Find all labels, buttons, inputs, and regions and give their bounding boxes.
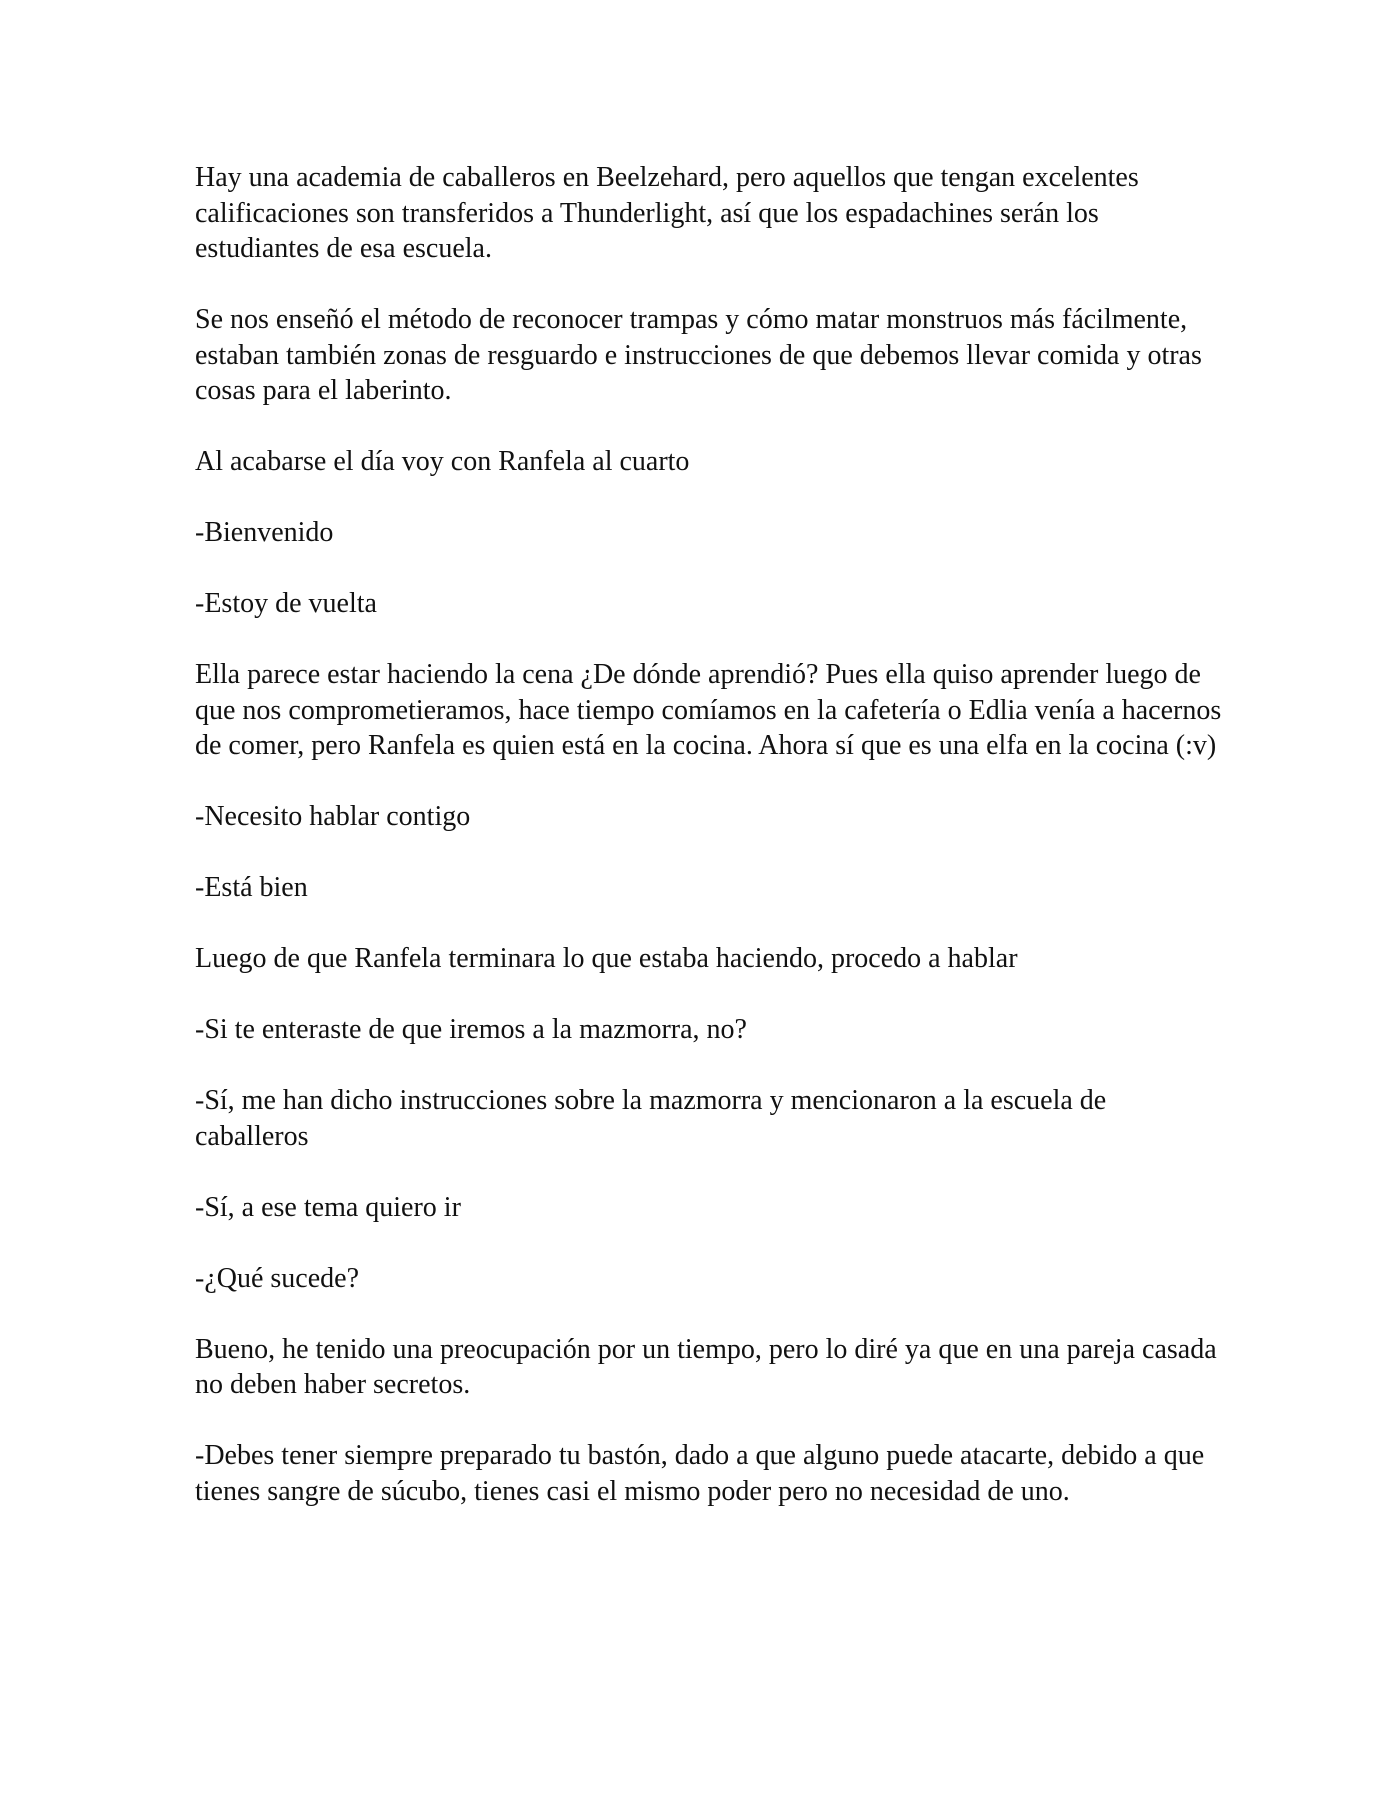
dialogue-line: -Bienvenido [195,517,334,548]
paragraph: Bueno, he tenido una preocupación por un tiempo, pero lo diré ya que en una pareja casada no deben haber secretos. [195,1333,1217,1400]
paragraph: Al acabarse el día voy con Ranfela al cuarto [195,446,690,477]
paragraph: Luego de que Ranfela terminara lo que estaba haciendo, procedo a hablar [195,943,1018,974]
dialogue-line: -Sí, a ese tema quiero ir [195,1191,461,1223]
dialogue-line: -Si te enteraste de que iremos a la mazmorra, no? [195,1014,747,1045]
dialogue-line: -Está bien [195,872,308,903]
paragraph: Ella parece estar haciendo la cena ¿De dónde aprendió? Pues ella quiso aprender luego de que nos comprometieramos, hace tiempo comíamos en la cafetería o Edlia venía a hacernos de comer, pero Ranfela es quien está en la cocina. Ahora sí que es una elfa en la cocina (:v) [195,659,1222,761]
dialogue-line: -Debes tener siempre preparado tu bastón, dado a que alguno puede atacarte, debido a que tienes sangre de súcubo, tienes casi el mismo poder pero no necesidad de uno. [195,1440,1205,1507]
paragraph: Hay una academia de caballeros en Beelzehard, pero aquellos que tengan excelentes calificaciones son transferidos a Thunderlight, así que los espadachines serán los estudiantes de esa escuela. [195,162,1139,264]
paragraph: Se nos enseñó el método de reconocer trampas y cómo matar monstruos más fácilmente, estaban también zonas de resguardo e instrucciones de que debemos llevar comida y otras cosas para el laberinto. [195,304,1202,406]
document-body [195,160,1225,1545]
dialogue-line: -Estoy de vuelta [195,588,377,619]
dialogue-line: -Sí, me han dicho instrucciones sobre la mazmorra y mencionaron a la escuela de caballeros [195,1085,1107,1152]
dialogue-line: -Necesito hablar contigo [195,801,471,832]
dialogue-line: -¿Qué sucede? [195,1262,360,1294]
